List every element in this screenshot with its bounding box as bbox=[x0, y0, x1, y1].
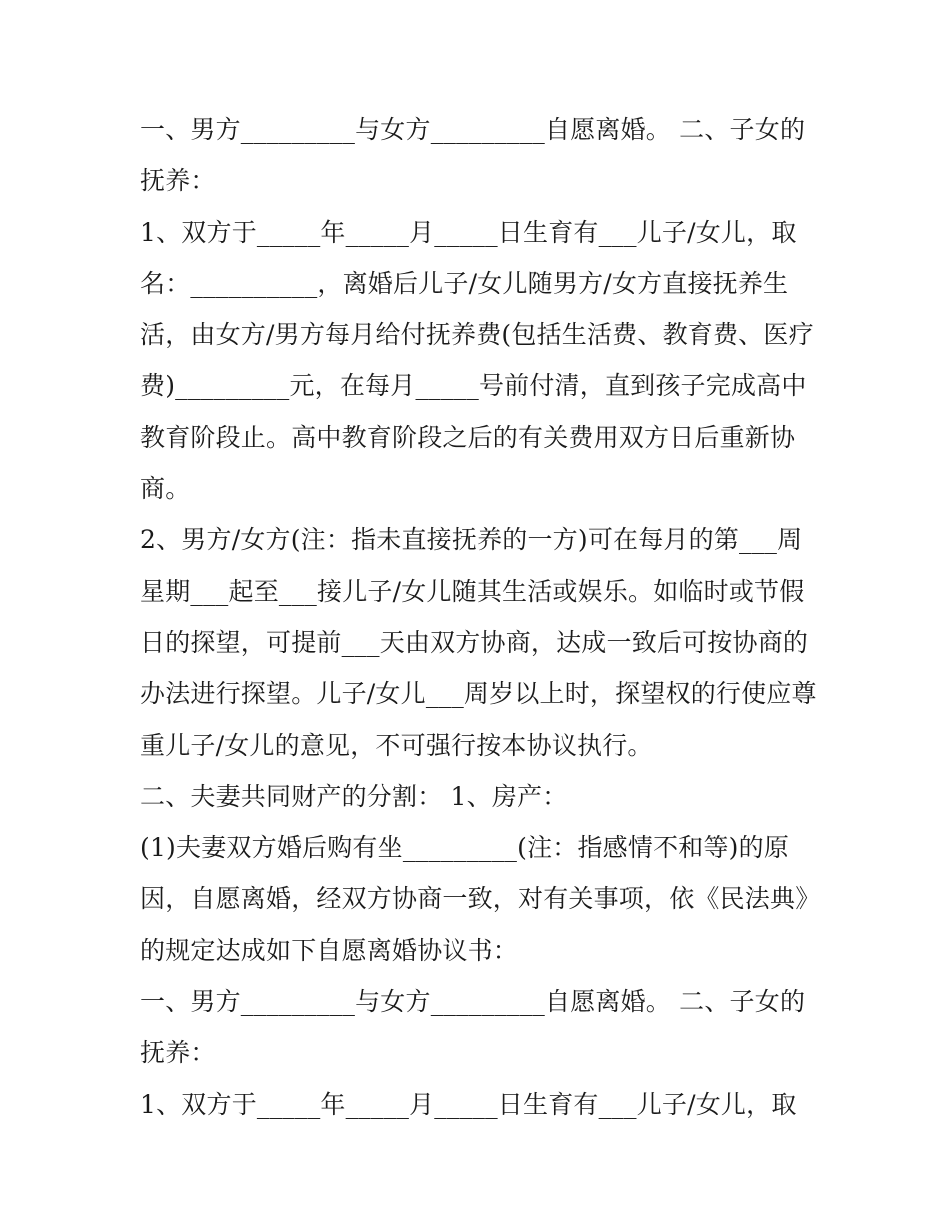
text-line: 重儿子/女儿的意见，不可强行按本协议执行。 bbox=[140, 730, 653, 760]
text-line: 因，自愿离婚，经双方协商一致，对有关事项，依《民法典》 bbox=[140, 884, 821, 914]
text-line: 的规定达成如下自愿离婚协议书： bbox=[140, 935, 519, 965]
text-line: 教育阶段止。高中教育阶段之后的有关费用双方日后重新协 bbox=[140, 422, 796, 452]
text-line: 办法进行探望。儿子/女儿___周岁以上时，探望权的行使应尊 bbox=[140, 679, 817, 709]
text-line: 抚养： bbox=[140, 166, 216, 196]
text-line: 抚养： bbox=[140, 1038, 216, 1068]
text-line: (1)夫妻双方婚后购有坐_________(注：指感情不和等)的原 bbox=[140, 833, 790, 863]
text-line: 二、夫妻共同财产的分割： 1、房产： bbox=[140, 781, 568, 811]
text-line: 名：__________，离婚后儿子/女儿随男方/女方直接抚养生 bbox=[140, 268, 789, 298]
text-line: 商。 bbox=[140, 474, 191, 504]
text-line: 星期___起至___接儿子/女儿随其生活或娱乐。如临时或节假 bbox=[140, 576, 805, 606]
text-line: 活，由女方/男方每月给付抚养费(包括生活费、教育费、医疗 bbox=[140, 320, 814, 350]
text-line: 1、双方于_____年_____月_____日生育有___儿子/女儿，取 bbox=[140, 1089, 797, 1119]
text-line: 费)_________元，在每月_____号前付清，直到孩子完成高中 bbox=[140, 371, 807, 401]
agreement-text bbox=[140, 104, 820, 1130]
text-line: 一、男方_________与女方_________自愿离婚。 二、子女的 bbox=[140, 987, 806, 1017]
text-line: 1、双方于_____年_____月_____日生育有___儿子/女儿，取 bbox=[140, 217, 797, 247]
text-line: 日的探望，可提前___天由双方协商，达成一致后可按协商的 bbox=[140, 627, 809, 657]
text-line: 一、男方_________与女方_________自愿离婚。 二、子女的 bbox=[140, 115, 806, 144]
text-line: 2、男方/女方(注：指未直接抚养的一方)可在每月的第___周 bbox=[140, 525, 803, 555]
